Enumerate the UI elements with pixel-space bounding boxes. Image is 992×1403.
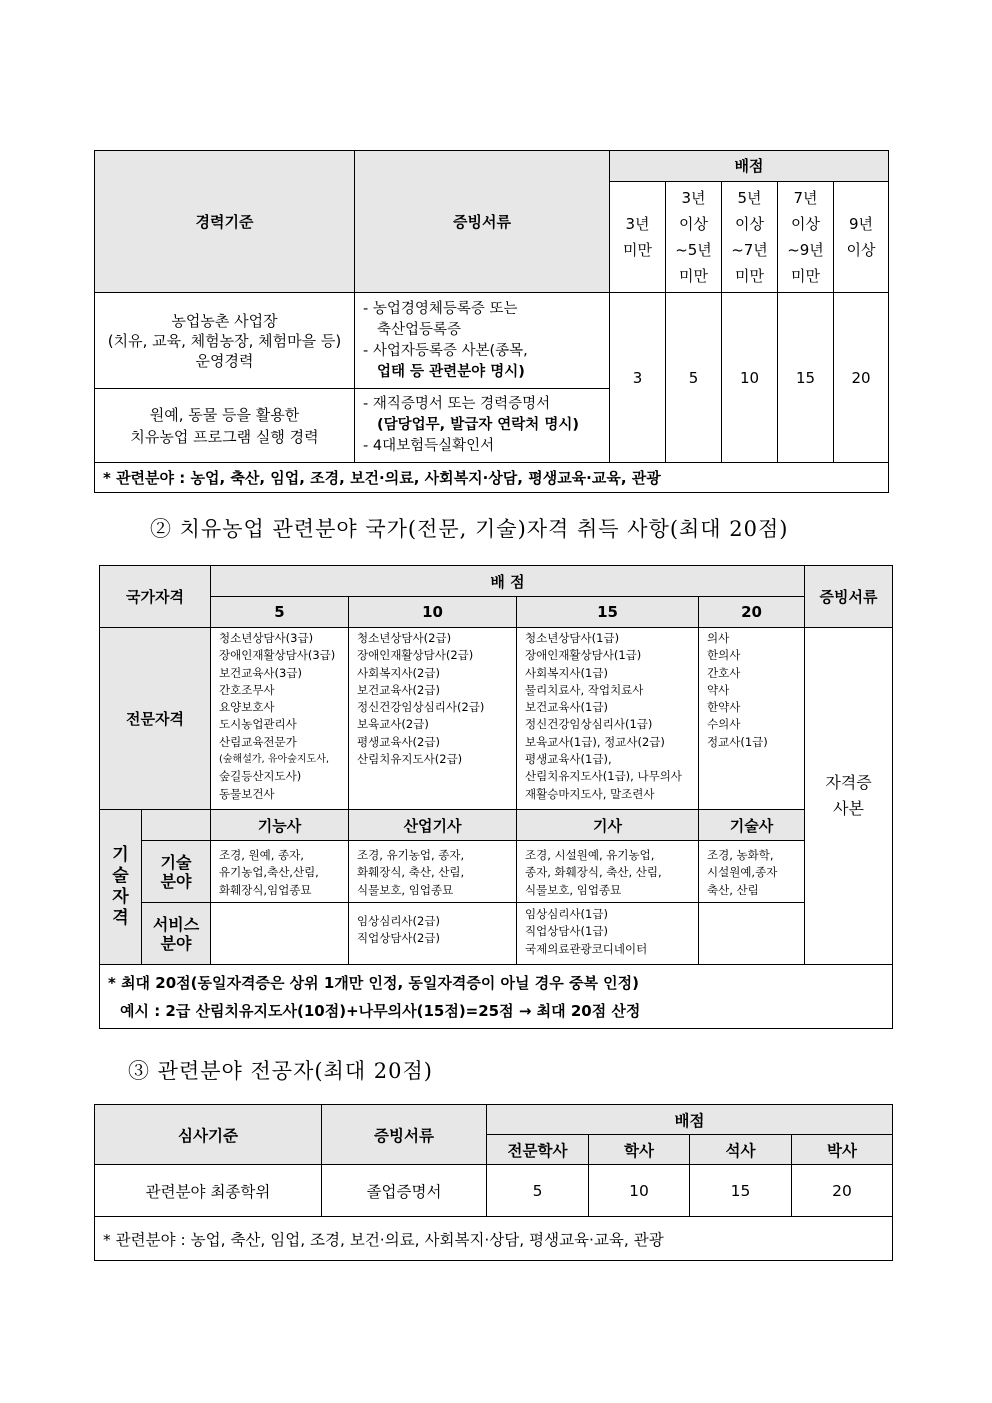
service-engineer-list: 임상심리사(1급) 직업상담사(1급) 국제의료관광코디네이터 [517, 903, 699, 965]
technical-qualification-label: 기 술 자 격 [100, 810, 142, 965]
score-col-header: 9년 이상 [834, 182, 889, 293]
header-docs: 증빙서류 [355, 151, 610, 293]
score-5: 5 [211, 597, 349, 628]
docs-header: 증빙서류 [322, 1105, 487, 1165]
service-craftsman-empty [211, 903, 349, 965]
docs-header: 증빙서류 [805, 566, 893, 628]
major-related-field-note: * 관련분야 : 농업, 축산, 임업, 조경, 보건·의료, 사회복지·상담, 평생교육·교육, 관광 [95, 1217, 893, 1261]
degree-master: 석사 [690, 1135, 792, 1165]
score-col-header: 3년 이상 ~5년 미만 [666, 182, 722, 293]
docs-farm-operation: - 농업경영체등록증 또는 축산업등록증 - 사업자등록증 사본(종목, 업태 등 관련분야 명시) [355, 293, 610, 389]
criteria-program-career: 원예, 동물 등을 활용한 치유농업 프로그램 실행 경력 [95, 389, 355, 463]
section-heading-major: ③ 관련분야 전공자(최대 20점) [128, 1059, 433, 1083]
tech-blank-header [142, 810, 211, 841]
tech-field-label: 기술 분야 [142, 841, 211, 903]
score-15: 15 [517, 597, 699, 628]
qualification-table [99, 565, 893, 1029]
professional-20-list: 의사 한의사 간호사 약사 한약사 수의사 정교사(1급) [699, 628, 805, 810]
degree-bachelor: 학사 [589, 1135, 690, 1165]
score-value: 10 [722, 293, 778, 463]
tech-level-master: 기술사 [699, 810, 805, 841]
criteria-header: 심사기준 [95, 1105, 322, 1165]
tech-level-industrial-engineer: 산업기사 [349, 810, 517, 841]
professional-15-list: 청소년상담사(1급) 장애인재활상담사(1급) 사회복지사(1급) 물리치료사, 작업치료사 보건교육사(1급) 정신건강임상심리사(1급) 보육교사(1급), 정교사(2급) 평생교육사(1급), 산림치유지도사(1급), 나무의사 재활승마지도사, 말조련사 [517, 628, 699, 810]
score-value: 5 [487, 1165, 589, 1217]
score-20: 20 [699, 597, 805, 628]
score-header: 배점 [487, 1105, 893, 1135]
header-criteria: 경력기준 [95, 151, 355, 293]
major-table [94, 1104, 893, 1261]
score-value: 15 [690, 1165, 792, 1217]
section-heading-qualifications: ② 치유농업 관련분야 국가(전문, 기술)자격 취득 사항(최대 20점) [150, 517, 789, 541]
score-value: 10 [589, 1165, 690, 1217]
score-value: 15 [778, 293, 834, 463]
score-col-header: 3년 미만 [610, 182, 666, 293]
score-header: 배 점 [211, 566, 805, 597]
career-table [94, 150, 889, 493]
tech-craftsman-list: 조경, 원예, 종자, 유기농업,축산,산림, 화훼장식,임업종묘 [211, 841, 349, 903]
score-10: 10 [349, 597, 517, 628]
score-col-header: 5년 이상 ~7년 미만 [722, 182, 778, 293]
degree-doctor: 박사 [792, 1135, 893, 1165]
service-master-empty [699, 903, 805, 965]
header-score: 배점 [610, 151, 889, 182]
score-value: 5 [666, 293, 722, 463]
professional-qualification-label: 전문자격 [100, 628, 211, 810]
score-col-header: 7년 이상 ~9년 미만 [778, 182, 834, 293]
tech-master-list: 조경, 농화학, 시설원예,종자 축산, 산림 [699, 841, 805, 903]
professional-10-list: 청소년상담사(2급) 장애인재활상담사(2급) 사회복지사(2급) 보건교육사(2급) 정신건강임상심리사(2급) 보육교사(2급) 평생교육사(2급) 산림치유지도사(2급) [349, 628, 517, 810]
service-industrial-list: 임상심리사(2급) 직업상담사(2급) [349, 903, 517, 965]
national-qualification-header: 국가자격 [100, 566, 211, 628]
score-value: 20 [792, 1165, 893, 1217]
tech-industrial-list: 조경, 유기농업, 종자, 화훼장식, 축산, 산림, 식물보호, 임업종묘 [349, 841, 517, 903]
professional-5-list: 청소년상담사(3급) 장애인재활상담사(3급) 보건교육사(3급) 간호조무사 요양보호사 도시농업관리사 산림교육전문가 (숲해설가, 유아숲지도사, 숲길등산지도사) 동물보건사 [211, 628, 349, 810]
tech-level-engineer: 기사 [517, 810, 699, 841]
service-field-label: 서비스 분야 [142, 903, 211, 965]
degree-associate: 전문학사 [487, 1135, 589, 1165]
qualification-note: * 최대 20점(동일자격증은 상위 1개만 인정, 동일자격증이 아닐 경우 중복 인정) 예시 : 2급 산림치유지도사(10점)+나무의사(15점)=25점 → 최대 20점 산정 [100, 965, 893, 1029]
criteria-final-degree: 관련분야 최종학위 [95, 1165, 322, 1217]
docs-program-career: - 재직증명서 또는 경력증명서 (담당업무, 발급자 연락처 명시) - 4대보험득실확인서 [355, 389, 610, 463]
score-value: 20 [834, 293, 889, 463]
score-value: 3 [610, 293, 666, 463]
docs-certificate-copy: 자격증 사본 [805, 628, 893, 965]
criteria-farm-operation: 농업농촌 사업장 (치유, 교육, 체험농장, 체험마을 등) 운영경력 [95, 293, 355, 389]
docs-graduation-cert: 졸업증명서 [322, 1165, 487, 1217]
tech-level-craftsman: 기능사 [211, 810, 349, 841]
tech-engineer-list: 조경, 시설원예, 유기농업, 종자, 화훼장식, 축산, 산림, 식물보호, 임업종묘 [517, 841, 699, 903]
related-field-note: * 관련분야 : 농업, 축산, 임업, 조경, 보건·의료, 사회복지·상담, 평생교육·교육, 관광 [95, 463, 889, 493]
